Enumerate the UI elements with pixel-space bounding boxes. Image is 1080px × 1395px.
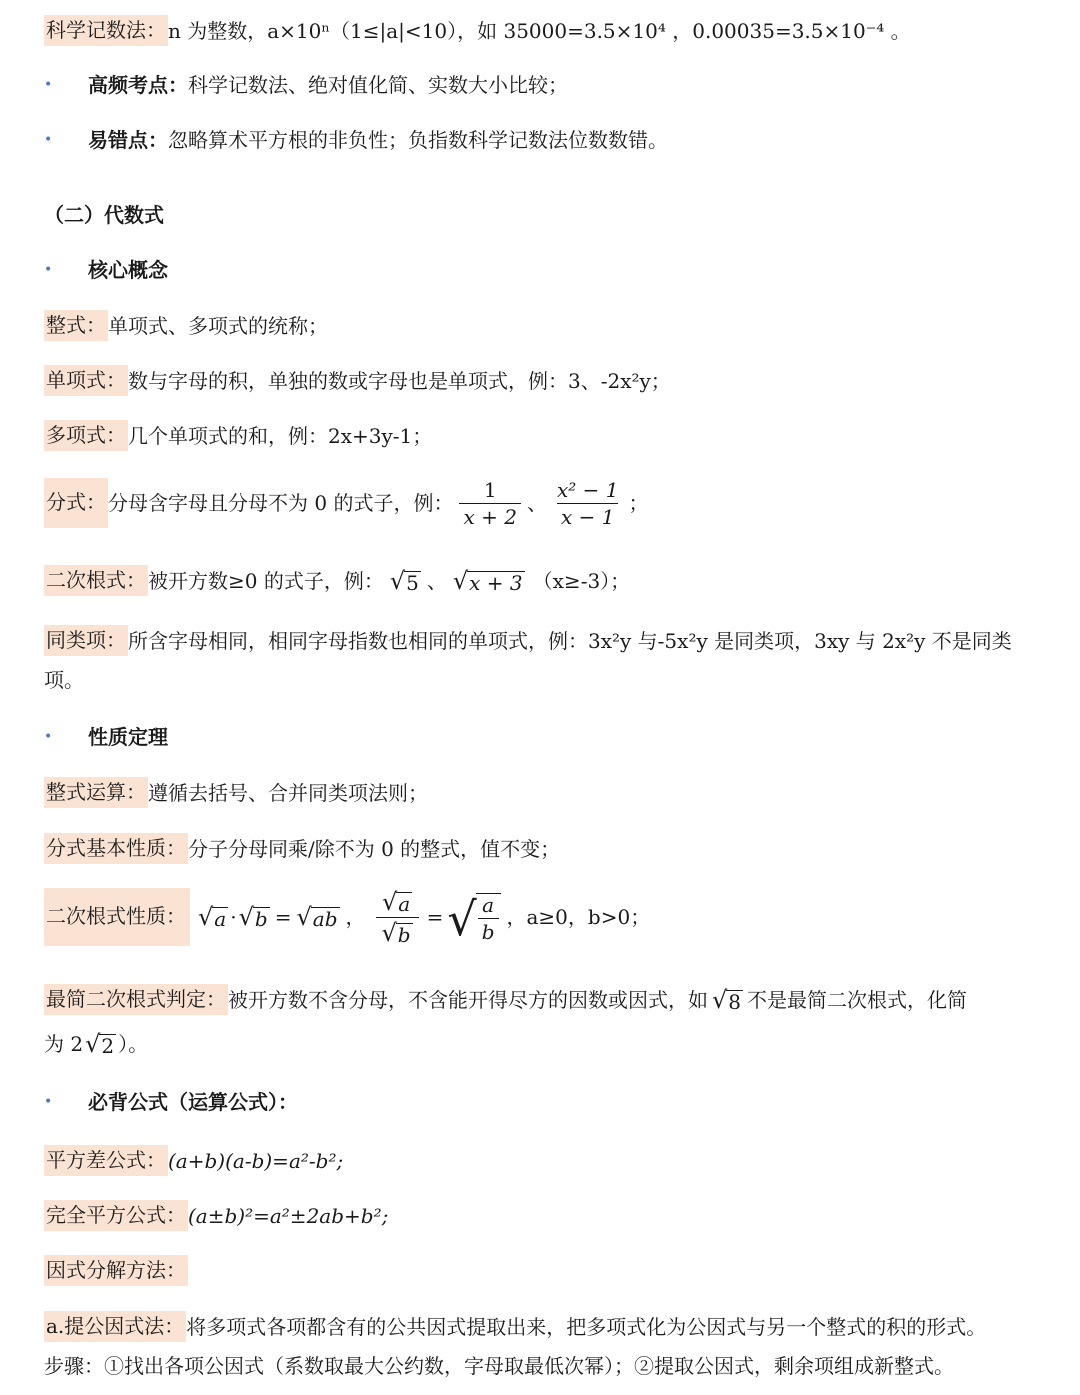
- radical-icon: √: [381, 887, 398, 916]
- sqrt-5-arg: 5: [406, 570, 419, 595]
- sqrt-quotient: [376, 887, 419, 947]
- sqrt-2: [85, 1032, 116, 1056]
- radical-icon: √: [447, 891, 477, 946]
- sqrt-quotient-den: [376, 917, 419, 945]
- radical-icon: √: [389, 566, 406, 595]
- radical-icon: √: [712, 985, 728, 1014]
- polynomial-line: [44, 420, 1060, 451]
- simplest-radical-line-2: [44, 1032, 1060, 1056]
- properties-title: 性质定理: [88, 725, 168, 749]
- fraction-property-label: 分式基本性质：: [44, 833, 188, 864]
- perfect-square-formula: (a±b)²=a²±2ab+b²;: [188, 1203, 389, 1228]
- sqrt-quotient-num-arg: a: [398, 891, 411, 916]
- sqrt-of-fraction-num: a: [482, 892, 495, 917]
- simplest-radical-text-3a: 为 2: [44, 1032, 84, 1056]
- error-point-text: 忽略算术平方根的非负性；负指数科学记数法位数数错。: [168, 128, 668, 152]
- bullet-icon: •: [44, 729, 53, 745]
- sci-notation-line: [44, 15, 1060, 46]
- diff-squares-label: 平方差公式：: [44, 1145, 168, 1176]
- factoring-label: 因式分解方法：: [44, 1255, 188, 1286]
- radical-icon: √: [238, 903, 254, 931]
- fraction-text: 分母含字母且分母不为 0 的式子，例：: [108, 491, 454, 515]
- sqrt-of-fraction-den: b: [478, 918, 499, 942]
- fraction-1-denominator: x + 2: [459, 503, 520, 527]
- quadratic-radical-text: 被开方数≥0 的式子，例：: [148, 568, 384, 593]
- quadratic-radical-label: 二次根式：: [44, 565, 148, 596]
- diff-squares-line: [44, 1145, 1060, 1176]
- bullet-icon: •: [44, 1094, 53, 1110]
- monomial-text: 数与字母的积，单独的数或字母也是单项式，例：3、-2x²y；: [128, 368, 671, 393]
- integral-ops-line: [44, 777, 1060, 808]
- perfect-square-line: [44, 1200, 1060, 1231]
- steps-text: 步骤：①找出各项公因式（系数取最大公约数，字母取最低次幂）；②提取公因式，剩余项组成新整式。: [44, 1354, 954, 1378]
- like-terms-label: 同类项：: [44, 625, 128, 656]
- sqrt-x-plus-3-arg: x + 3: [469, 570, 523, 595]
- perfect-square-label: 完全平方公式：: [44, 1200, 188, 1231]
- quadratic-radical-line: [44, 565, 1060, 596]
- integral-expr-label: 整式：: [44, 310, 108, 341]
- integral-expr-text: 单项式、多项式的统称；: [108, 313, 328, 338]
- bullet-icon: •: [44, 132, 53, 148]
- error-point-label: 易错点：: [88, 128, 168, 152]
- section-title: （二）代数式: [44, 203, 164, 227]
- sqrt-of-fraction: [447, 891, 500, 946]
- sqrt-b-arg: b: [254, 907, 268, 931]
- radical-icon: √: [452, 566, 469, 595]
- radical-icon: √: [381, 918, 397, 947]
- equals-sign: =: [274, 905, 292, 929]
- integral-ops-label: 整式运算：: [44, 777, 148, 808]
- simplest-radical-text-1: 被开方数不含分母，不含能开得尽方的因数或因式，如: [228, 987, 708, 1012]
- equals-sign-2: =: [426, 905, 444, 929]
- fraction-2-numerator: x² − 1: [556, 477, 619, 502]
- like-terms-text-2: 项。: [44, 668, 84, 692]
- formulas-title: 必背公式（运算公式）：: [88, 1090, 298, 1114]
- like-terms-line-2: [44, 670, 1060, 690]
- monomial-label: 单项式：: [44, 365, 128, 396]
- sqrt-5: [389, 566, 421, 595]
- bullet-icon: •: [44, 77, 53, 93]
- radical-property-condition: ，a≥0，b>0；: [506, 905, 651, 929]
- fraction-property-text: 分子分母同乘/除不为 0 的整式，值不变；: [188, 836, 561, 861]
- sqrt-ab: [296, 905, 339, 929]
- simplest-radical-text-3b: ）。: [118, 1032, 149, 1056]
- sqrt-x-plus-3: [452, 566, 525, 595]
- sqrt-quotient-num: [376, 887, 418, 917]
- fraction-end: ；: [628, 491, 649, 515]
- integral-ops-text: 遵循去括号、合并同类项法则；: [148, 780, 428, 805]
- sqrt-quotient-den-arg: b: [397, 922, 411, 947]
- sci-notation-text: n 为整数，a×10ⁿ（1≤|a|<10），如 35000=3.5×10⁴ ，0.00035=3.5×10⁻⁴ 。: [168, 18, 911, 43]
- simplest-radical-label: 最简二次根式判定：: [44, 984, 228, 1015]
- core-concepts-title: 核心概念: [88, 258, 168, 282]
- fraction-example-1: [459, 477, 520, 529]
- fraction-example-2: [553, 477, 623, 529]
- polynomial-text: 几个单项式的和，例：2x+3y-1；: [128, 423, 433, 448]
- freq-point-label: 高频考点：: [88, 73, 188, 97]
- radical-icon: √: [296, 903, 312, 931]
- radical-property-line: [44, 888, 1060, 946]
- fraction-line: [44, 478, 1060, 528]
- polynomial-label: 多项式：: [44, 420, 128, 451]
- sqrt-b: [239, 905, 270, 929]
- error-point-line: [88, 130, 668, 150]
- comma: ，: [345, 905, 366, 929]
- radical-condition: （x≥-3）；: [532, 568, 631, 593]
- sqrt-a-arg: a: [214, 907, 227, 931]
- bullet-icon: •: [44, 262, 53, 278]
- sqrt-8-arg: 8: [728, 989, 742, 1014]
- like-terms-text-1: 所含字母相同，相同字母指数也相同的单项式，例：3x²y 与-5x²y 是同类项，3xy 与 2x²y 不是同类: [128, 628, 1012, 653]
- fraction-2-denominator: x − 1: [557, 503, 618, 527]
- factoring-line: [44, 1255, 1060, 1286]
- radical-icon: √: [85, 1030, 101, 1058]
- fraction-1-numerator: 1: [483, 477, 497, 502]
- fraction-separator: 、: [526, 491, 547, 515]
- like-terms-line: [44, 625, 1060, 656]
- fraction-label: 分式：: [44, 478, 108, 528]
- sqrt-of-fraction-arg: [476, 893, 501, 942]
- radical-icon: √: [198, 903, 214, 931]
- freq-point-line: [88, 75, 568, 95]
- common-factor-label: a.提公因式法：: [44, 1311, 186, 1342]
- freq-point-text: 科学记数法、绝对值化简、实数大小比较；: [188, 73, 568, 97]
- simplest-radical-line: [44, 984, 1060, 1015]
- sqrt-8: [712, 985, 743, 1014]
- radical-separator: 、: [426, 568, 447, 593]
- sqrt-2-arg: 2: [101, 1034, 115, 1058]
- simplest-radical-text-2: 不是最简二次根式，化简: [747, 987, 968, 1012]
- monomial-line: [44, 365, 1060, 396]
- fraction-property-line: [44, 833, 1060, 864]
- sqrt-a: [198, 905, 228, 929]
- common-factor-line: [44, 1311, 1060, 1342]
- steps-line: [44, 1356, 1060, 1376]
- sci-notation-label: 科学记数法：: [44, 15, 168, 46]
- diff-squares-formula: (a+b)(a-b)=a²-b²;: [168, 1148, 344, 1173]
- integral-expr-line: [44, 310, 1060, 341]
- common-factor-text: 将多项式各项都含有的公共因式提取出来，把多项式化为公因式与另一个整式的积的形式。: [186, 1314, 987, 1339]
- sqrt-ab-arg: ab: [312, 907, 338, 931]
- multiply-dot: ·: [230, 905, 237, 929]
- radical-property-label: 二次根式性质：: [44, 888, 190, 946]
